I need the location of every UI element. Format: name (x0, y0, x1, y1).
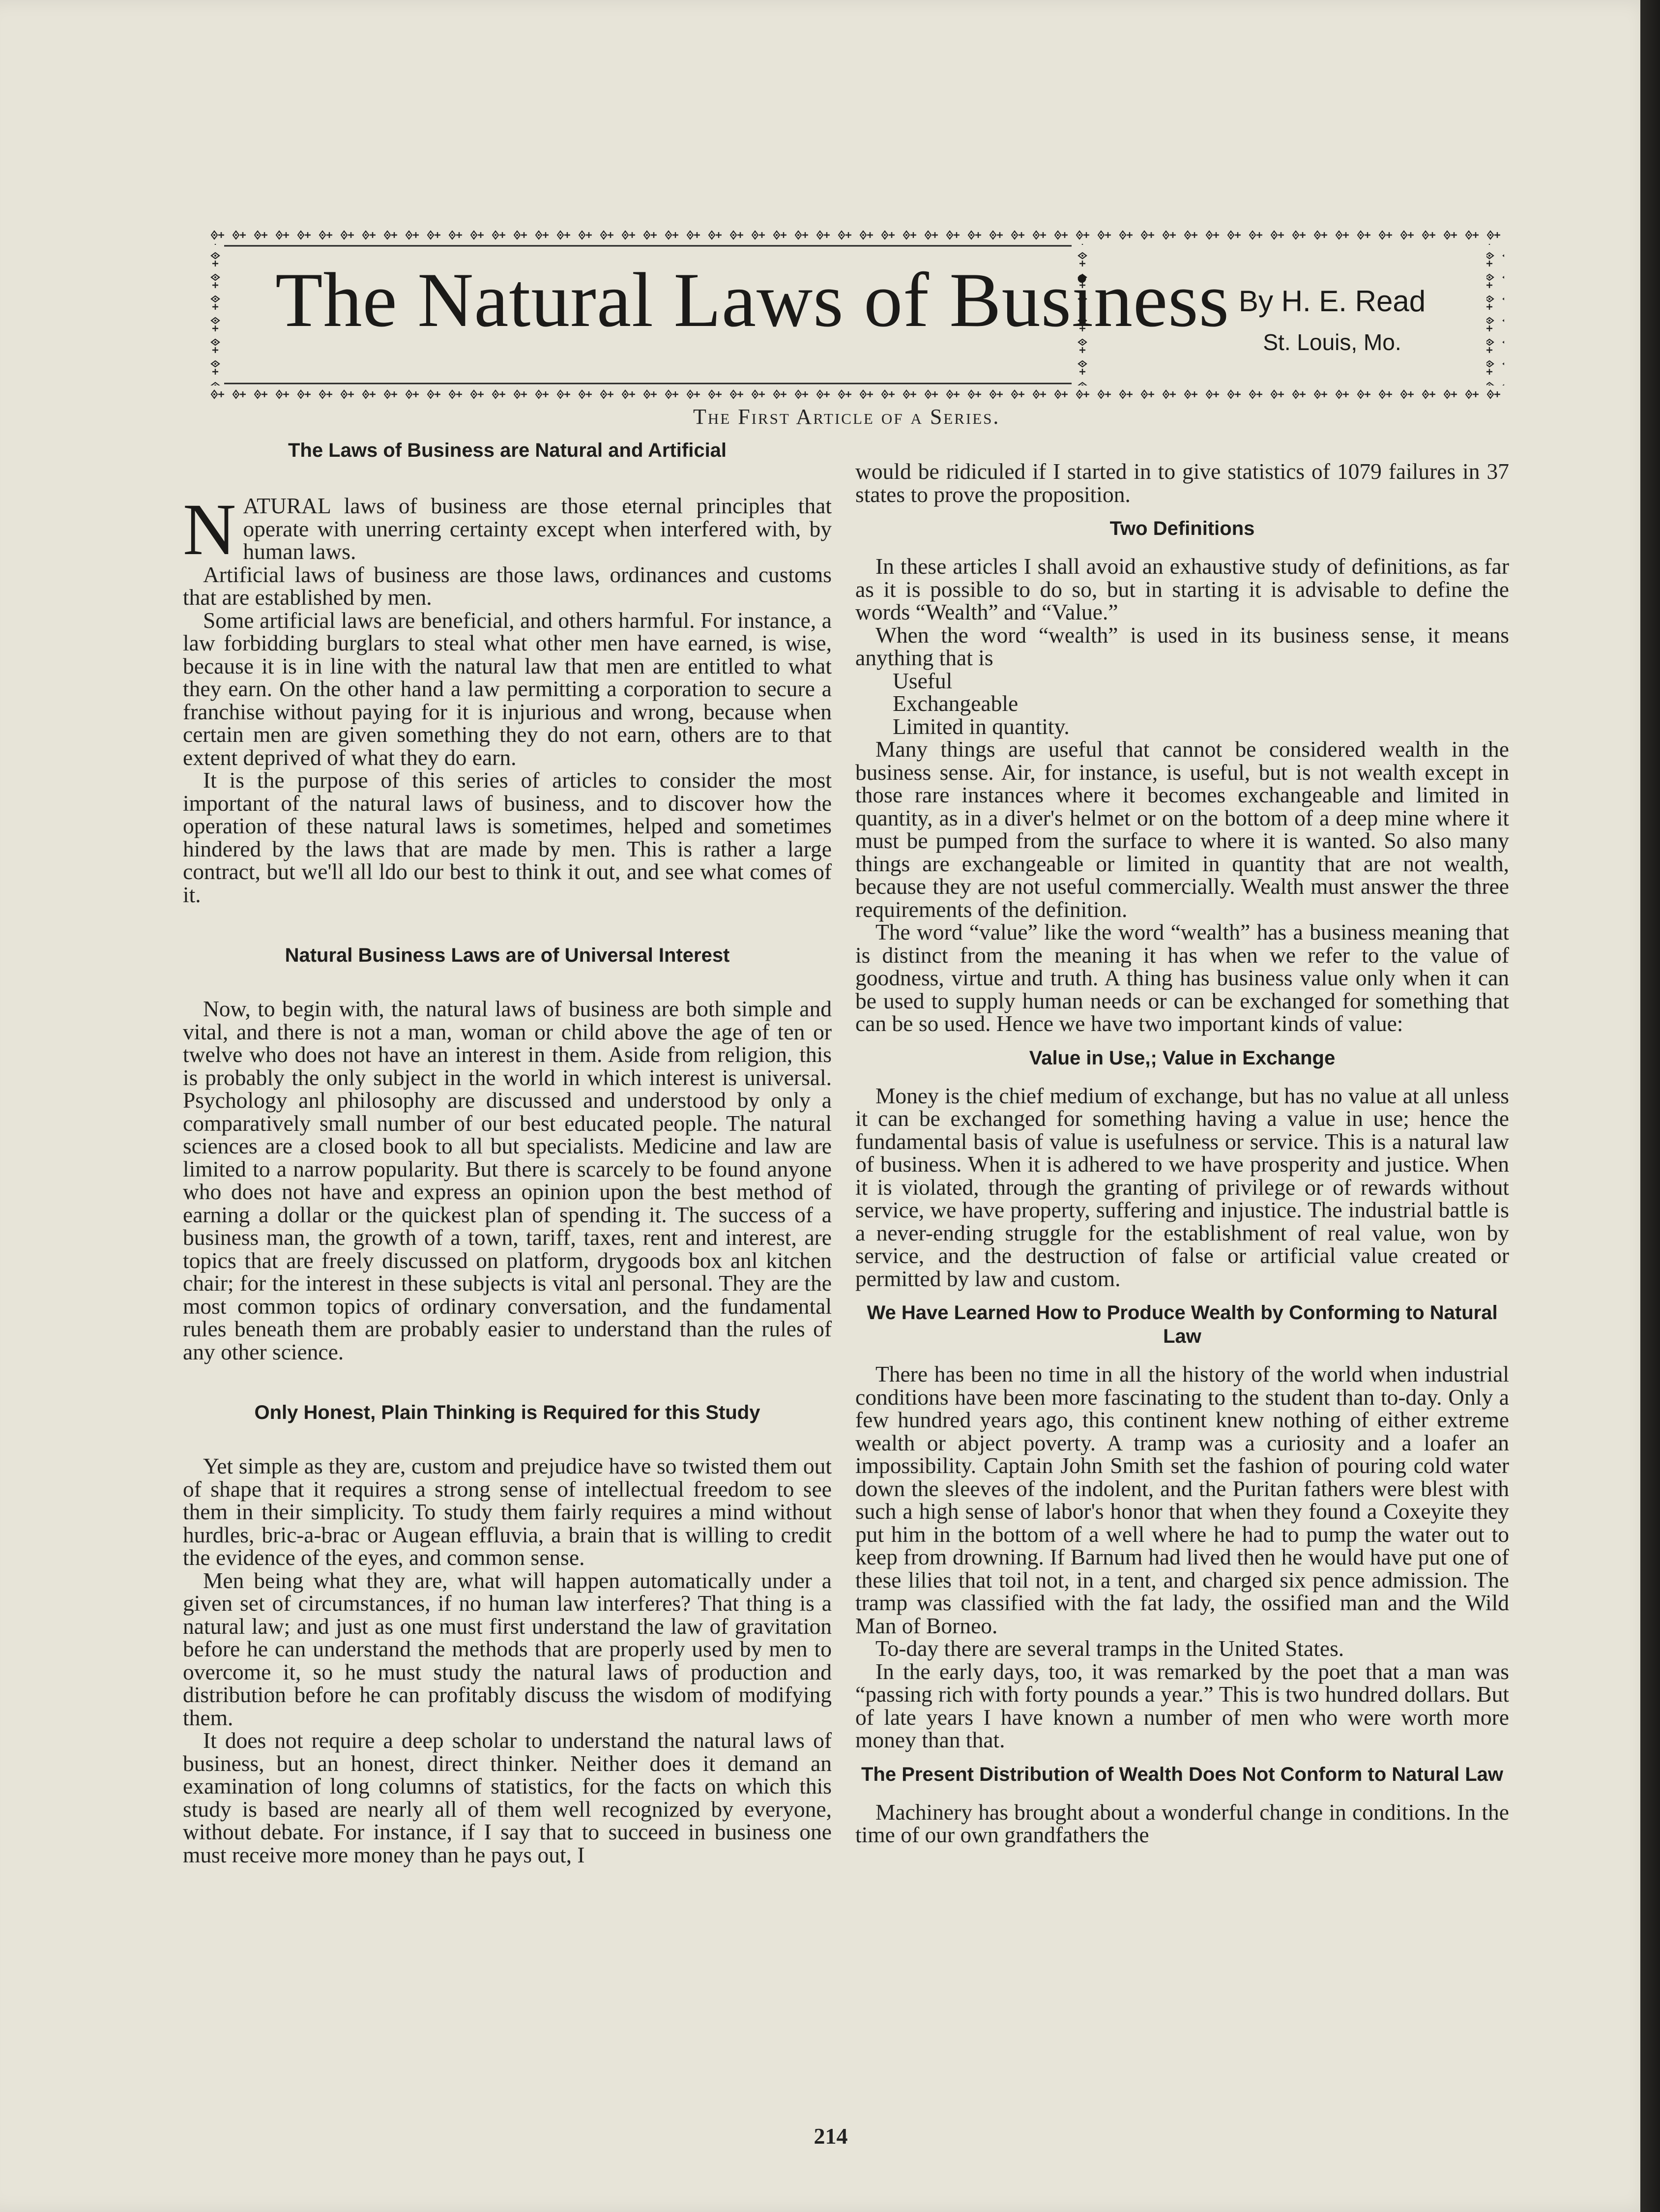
section-heading: The Laws of Business are Natural and Artificial (288, 440, 727, 461)
paragraph: Yet simple as they are, custom and prejudice have so twisted them out of shape that it requires a strong sense of intellectual freedom to see them in their simplicity. To study them fairly requires a mind without hurdles, bric-a-brac or Augean effluvia, a brain that is willing to credit the evidence of the eyes, and common sense. (183, 1453, 832, 1570)
section-heading: Two Definitions (1109, 518, 1255, 539)
page-number: 214 (814, 2124, 848, 2149)
paragraph: Artificial laws of business are those laws, ordinances and customs that are established by men. (183, 561, 832, 610)
paragraph: Many things are useful that cannot be considered wealth in the business sense. Air, for instance, is useful, but is not wealth except in those rare instances where it becomes exchangeable and limited in quantity, as in a diver's helmet or on the bottom of a deep mine where it must be pumped from the surface to where it is wanted. So also many things are exchangeable or limited in quantity that are not wealth, because they are not useful commercially. Wealth must answer the three requirements of the definition. (855, 737, 1509, 922)
paragraph: When the word “wealth” is used in its business sense, it means anything that is (855, 622, 1509, 670)
title-banner (206, 226, 1504, 403)
paragraph: Now, to begin with, the natural laws of business are both simple and vital, and there is not a man, woman or child above the age of ten or twelve who does not have an interest in them. Aside from religion, this is probably the only subject in the world in which interest is universal. Psychology anl philosophy are discussed and understood by only a comparatively small number of our best educated people. The natural sciences are a closed book to all but specialists. Medicine and law are limited to a narrow popularity. But there is scarcely to be found anyone who does not have and express an opinion upon the best method of earning a dollar or the quickest plan of spending it. The success of a business man, the growth of a town, tariff, taxes, rent and interest, are topics that are freely discussed on platform, drygoods box anl kitchen chair; for the interest in these subjects is vital anl personal. They are the most common topics of ordinary conversation, and the fundamental rules beneath them are probably easier to understand than the rules of any other science. (183, 996, 832, 1364)
author-name: By H. E. Read (1238, 285, 1426, 318)
paragraph: To-day there are several tramps in the United States. (875, 1636, 1344, 1661)
article-title: The Natural Laws of Business (275, 257, 1230, 343)
paragraph: Men being what they are, what will happen automatically under a given set of circumstances, if no human law interferes? That thing is a natural law; and just as one must first understand the law of gravitation before he can understand the methods that are properly used by men to overcome it, so he must study the natural laws of production and distribution before he can profitably discuss the wisdom of modifying them. (183, 1567, 832, 1730)
left-column (183, 439, 832, 1866)
section-heading: Only Honest, Plain Thinking is Required for this Study (254, 1402, 760, 1423)
paragraph: Machinery has brought about a wonderful change in conditions. In the time of our own grandfathers the (855, 1799, 1509, 1847)
section-heading: Natural Business Laws are of Universal Interest (285, 944, 730, 966)
paragraph: The word “value” like the word “wealth” has a business meaning that is distinct from the meaning it has when we refer to the value of goodness, virtue and truth. A thing has business value only when it can be used to supply human needs or can be exchanged for something that can be so used. Hence we have two important kinds of value: (855, 919, 1509, 1036)
list-item: Exchangeable (893, 691, 1019, 716)
drop-cap: N (183, 489, 236, 570)
binding-edge (1640, 0, 1660, 2212)
paragraph: NATURAL laws of business are those eternal principles that operate with unerring certainty except when interfered with, by human laws. (183, 489, 832, 570)
right-column (855, 460, 1509, 1847)
section-heading: We Have Learned How to Produce Wealth by Conforming to Natural Law (867, 1302, 1498, 1347)
paragraph: In these articles I shall avoid an exhaustive study of definitions, as far as it is possible to do so, but in starting it is advisable to define the words “Wealth” and “Value.” (855, 554, 1509, 624)
list-item: Limited in quantity. (893, 713, 1070, 739)
paragraph: There has been no time in all the history of the world when industrial conditions have been more fascinating to the student than to-day. Only a few hundred years ago, this continent knew nothing of either extreme wealth or abject poverty. A tramp was a curiosity and a loafer an impossibility. Captain John Smith set the fashion of pouring cold water down the sleeves of the indolent, and the Puritan fathers were blest with such a high sense of labor's honor that when they found a Coxeyite they put him in the bottom of a well where he had to pump the water out to keep from drowning. If Barnum had lived then he would have put one of these lilies that toil not, in a tent, and charged six pence admission. The tramp was classified with the fat lady, the ossified man and the Wild Man of Borneo. (855, 1361, 1509, 1638)
section-heading: Value in Use,; Value in Exchange (1029, 1047, 1336, 1069)
paragraph: It does not require a deep scholar to understand the natural laws of business, but an honest, direct thinker. Neither does it demand an examination of long columns of statistics, for the facts on which this study is based are nearly all of them well recognized by everyone, without debate. For instance, if I say that to succeed in business one must receive more money than he pays out, I (183, 1728, 832, 1867)
section-heading: The Present Distribution of Wealth Does Not Conform to Natural Law (861, 1763, 1503, 1785)
paragraph: would be ridiculed if I started in to give statistics of 1079 failures in 37 states to prove the proposition. (855, 459, 1509, 507)
author-location: St. Louis, Mo. (1263, 329, 1401, 355)
list-item: Useful (893, 668, 953, 693)
paragraph: Money is the chief medium of exchange, but has no value at all unless it can be exchanged for something having a value in use; hence the fundamental basis of value is usefulness or service. This is a natural law of business. When it is adhered to we have prosperity and justice. When it is violated, through the granting of privilege or of rewards without service, we have property, suffering and injustice. The industrial battle is a never-ending struggle for the establishment of real value, won by service, and the destruction of false or artificial value created or permitted by law and custom. (855, 1083, 1509, 1291)
paragraph: It is the purpose of this series of articles to consider the most important of the natural laws of business, and to discover how the operation of these natural laws is sometimes, helped and sometimes hindered by the laws that are made by men. This is rather a large contract, but we'll all ldo our best to think it out, and see what comes of it. (183, 767, 832, 907)
paragraph: Some artificial laws are beneficial, and others harmful. For instance, a law forbidding burglars to steal what other men have earned, is wise, because it is in line with the natural law that men are entitled to what they earn. On the other hand a law permitting a corporation to secure a franchise without paying for it is injurious and wrong, because when certain men are given something they do not earn, others are to that extent deprived of what they do earn. (183, 607, 832, 770)
series-note: The First Article of a Series. (693, 405, 1000, 429)
byline (1185, 284, 1480, 355)
paragraph: In the early days, too, it was remarked by the poet that a man was “passing rich with forty pounds a year.” This is two hundred dollars. But of late years I have known a number of men who were worth more money than that. (855, 1658, 1509, 1752)
